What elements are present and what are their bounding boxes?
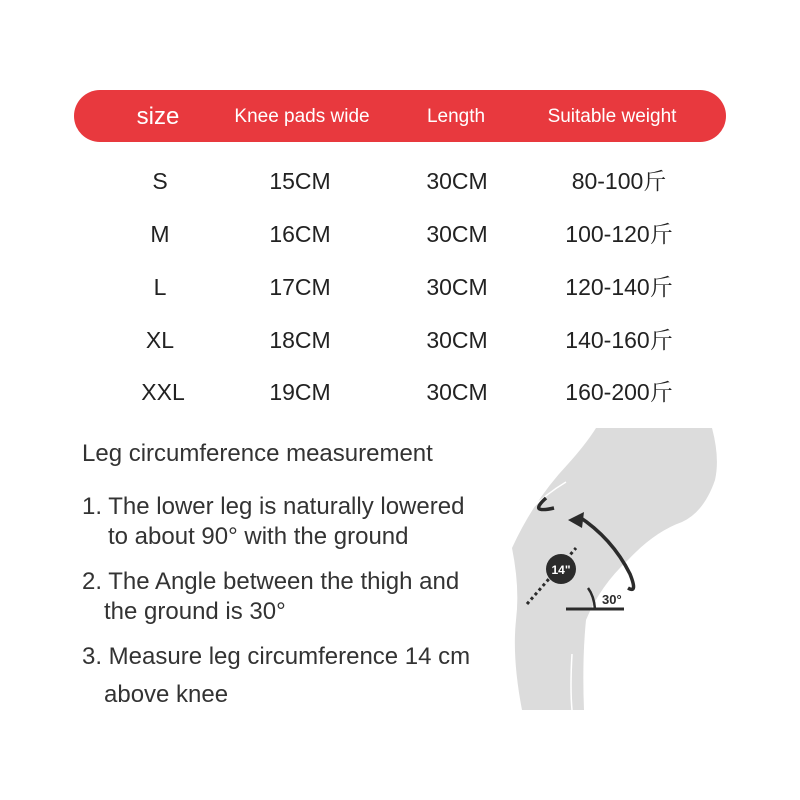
instruction-step-1-line-2: to about 90° with the ground [108,523,409,550]
cell-width: 19CM [269,379,331,405]
header-knee-pads-wide: Knee pads wide [234,106,370,127]
header-size: size [136,103,180,130]
cell-length: 30CM [426,379,488,405]
angle-label: 30° [602,592,622,607]
cell-width: 17CM [269,274,331,300]
measurement-title: Leg circumference measurement [82,440,433,467]
cell-size: M [150,221,170,247]
cell-weight: 120-140斤 [565,274,673,300]
cell-weight: 100-120斤 [565,221,673,247]
header-length: Length [426,106,486,127]
instruction-step-1-line-1: 1. The lower leg is naturally lowered [82,493,465,520]
cell-width: 15CM [269,168,331,194]
instruction-step-3-line-2: above knee [104,681,229,708]
table-row [0,267,800,307]
cell-length: 30CM [426,221,488,247]
cell-length: 30CM [426,327,488,353]
cell-length: 30CM [426,168,488,194]
cell-weight: 140-160斤 [565,327,673,353]
instruction-step-2-line-2: the ground is 30° [104,598,286,625]
cell-size: S [152,168,168,194]
cell-size: L [153,274,167,300]
table-row [0,161,800,201]
table-row [0,372,800,412]
instruction-step-2-line-1: 2. The Angle between the thigh and [82,568,460,595]
cell-size: XL [145,327,175,353]
cell-width: 18CM [269,327,331,353]
table-row [0,214,800,254]
leg-silhouette [512,428,717,710]
cell-length: 30CM [426,274,488,300]
table-row [0,320,800,360]
instruction-step-3-line-1: 3. Measure leg circumference 14 cm [82,643,471,670]
cell-width: 16CM [269,221,331,247]
leg-measurement-diagram [490,428,720,718]
cell-weight: 80-100斤 [571,168,667,194]
header-suitable-weight: Suitable weight [547,106,677,127]
cell-size: XXL [141,379,185,405]
distance-label: 14" [551,563,571,577]
cell-weight: 160-200斤 [565,379,673,405]
